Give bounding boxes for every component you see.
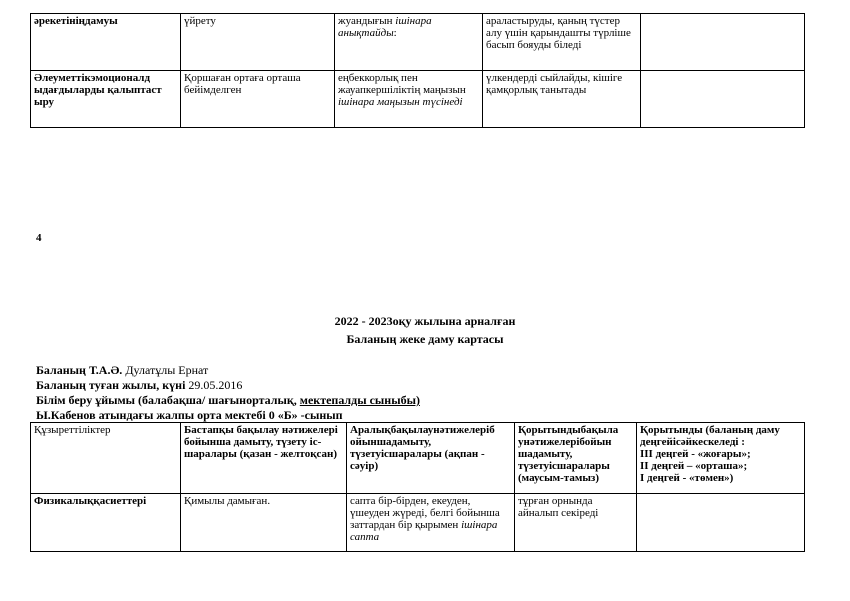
cell-final: үлкендерді сыйлайды, кішіге қамқорлық танытады [483, 71, 641, 128]
development-table [30, 422, 805, 552]
doc-subtitle: Баланың жеке даму картасы [346, 332, 504, 346]
cell-initial: Қоршаған ортаға орташа бейімделген [181, 71, 335, 128]
child-birth [36, 378, 242, 393]
cell-result [641, 14, 805, 71]
cell-intermediate [347, 494, 515, 552]
child-name [36, 363, 208, 378]
cell-text-italic: ішінара анықтайды [338, 15, 432, 39]
table-row [31, 14, 805, 71]
cell-text-tail: : [393, 27, 397, 39]
header-result [637, 423, 805, 494]
header-result-line: ІІ деңгей – «орташа»; [640, 460, 748, 472]
cell-intermediate [335, 71, 483, 128]
cell-text: сапта бір-бірден, екеуден, үшеуден жүреді, белгі бойынша заттардан бір қырымен [350, 495, 500, 531]
org-label: Білім беру ұйымы (балабақша/ шағынорталық, [36, 393, 300, 407]
cell-initial: үйрету [181, 14, 335, 71]
organization [36, 393, 420, 408]
top-table [30, 13, 805, 128]
doc-title: 2022 - 2023оқу жылына арналған [334, 314, 516, 328]
header-competencies: Құзыреттіліктер [31, 423, 181, 494]
table-row [31, 494, 805, 552]
cell-text-italic: ішінара маңызын түсінеді [338, 96, 463, 108]
header-result-line: Қорытынды (баланың даму деңгейісәйкескеледі : [640, 424, 780, 448]
birth-value: 29.05.2016 [185, 378, 243, 392]
cell-final: араластыруды, қаның түстер алу үшін қарындашты түрліше басып бояуды біледі [483, 14, 641, 71]
cell-competency: Әлеуметтікэмоционалд ыдағдыларды қалыптаст ыру [31, 71, 181, 128]
table-row [31, 71, 805, 128]
cell-final: тұрған орнында айналып секіреді [515, 494, 637, 552]
header-intermediate: Аралықбақылаунәтижелеріб ойыншадамыту, түзетуісшаралары (ақпан - сәуір) [347, 423, 515, 494]
cell-competency: әрекетініңдамуы [31, 14, 181, 71]
name-value: Дулатұлы Ернат [122, 363, 209, 377]
page-number: 4 [36, 232, 42, 244]
cell-competency: Физикалыққасиеттері [31, 494, 181, 552]
header-initial: Бастапқы бақылау нәтижелері бойынша дамыту, түзету іс-шаралары (қазан - желтоқсан) [181, 423, 347, 494]
school-line: Ы.Кабенов атындағы жалпы орта мектебі 0 «Б» -сынып [36, 408, 343, 422]
name-label: Баланың Т.А.Ә. [36, 363, 123, 377]
org-underlined: мектепалды сыныбы) [299, 393, 420, 407]
cell-text: жуандығын [338, 15, 396, 27]
birth-label: Баланың туған жылы, күні [36, 378, 186, 392]
cell-initial: Қимылы дамыған. [181, 494, 347, 552]
cell-text: еңбеккорлық пен жауапкершіліктің маңызын [338, 72, 466, 96]
header-result-line: І деңгей - «төмен») [640, 472, 734, 484]
cell-text-italic: ішінара сапта [350, 519, 498, 543]
table-header-row [31, 423, 805, 494]
cell-intermediate [335, 14, 483, 71]
header-result-line: ІІІ деңгей - «жоғары»; [640, 448, 751, 460]
cell-result [637, 494, 805, 552]
header-final: Қорытындыбақыла унәтижелерібойын шадамыту, түзетуісшаралары (маусым-тамыз) [515, 423, 637, 494]
cell-result [641, 71, 805, 128]
